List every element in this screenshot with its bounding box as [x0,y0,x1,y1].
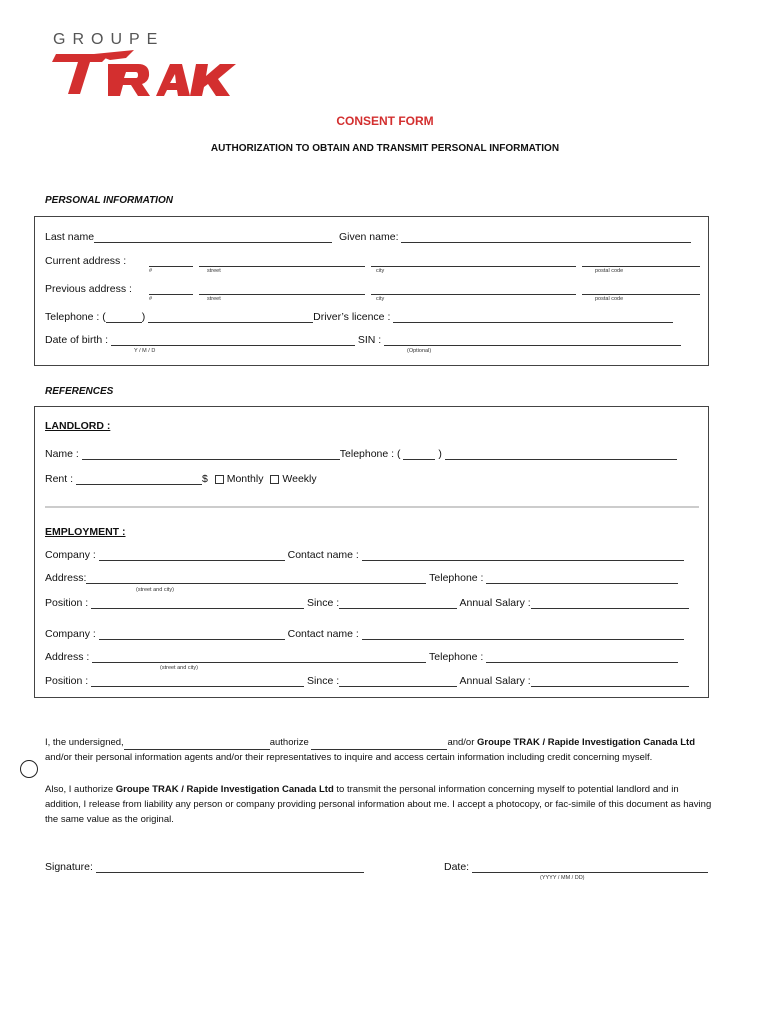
tel-close-paren: ) [141,311,146,323]
weekly-label: Weekly [282,473,317,485]
company-2-field[interactable] [99,628,285,640]
monthly-label: Monthly [226,473,264,485]
street-city-hint-2: (street and city) [160,665,198,671]
form-subtitle: AUTHORIZATION TO OBTAIN AND TRANSMIT PERSONAL INFORMATION [210,143,560,154]
consent-paragraph-1 [45,735,715,765]
hint-postal-prev: postal code [595,296,624,302]
telephone-field[interactable] [148,311,313,323]
given-name-label: Given name: [338,231,399,243]
last-name-label: Last name [45,231,95,243]
landlord-tel-area-field[interactable] [403,448,435,460]
last-name-field[interactable] [94,231,332,243]
contact-name-1-field[interactable] [362,549,684,561]
given-name-field[interactable] [401,231,691,243]
logo-mark [50,50,245,98]
rent-field[interactable] [76,473,202,485]
address-2-field[interactable] [92,651,426,663]
tel-open-paren: ( [102,311,106,323]
emp-telephone-2-label: Telephone : [429,651,484,663]
references-heading: REFERENCES [45,386,114,397]
contact-name-1-label: Contact name : [287,549,359,561]
current-address-label: Current address : [45,255,127,267]
position-2-field[interactable] [91,675,304,687]
date-label: Date: [444,861,470,873]
emp-telephone-1-label: Telephone : [429,572,484,584]
p1-part-c: and/or [447,737,475,748]
authorize-field[interactable] [311,738,447,750]
hint-postal: postal code [595,268,624,274]
personal-heading: PERSONAL INFORMATION [45,195,173,206]
position-2-label: Position : [45,675,89,687]
p2-company: Groupe TRAK / Rapide Investigation Canada Ltd [115,784,334,795]
date-hint: (YYYY / MM / DD) [540,875,585,881]
hint-street: street [207,268,221,274]
address-1-field[interactable] [86,572,426,584]
street-city-hint-1: (street and city) [136,587,174,593]
company-1-label: Company : [45,549,96,561]
monthly-checkbox[interactable] [215,475,224,484]
dob-label: Date of birth : [45,334,109,346]
landlord-tel-close: ) [438,448,442,460]
rent-label: Rent : [45,473,74,485]
salary-1-field[interactable] [531,597,689,609]
company-2-label: Company : [45,628,96,640]
previous-address-postal[interactable] [582,283,700,295]
p1-part-d: and/or their personal information agents and/or their representatives to inquire and access certain information including credit concerning myself. [45,752,653,763]
position-1-label: Position : [45,597,89,609]
since-1-label: Since : [307,597,340,609]
salary-2-label: Annual Salary : [459,675,531,687]
current-address-postal[interactable] [582,255,700,267]
landlord-telephone-label: Telephone : [339,448,395,460]
sin-field[interactable] [384,334,681,346]
p2-part-a: Also, I authorize [45,784,114,795]
drivers-licence-field[interactable] [393,311,673,323]
current-address-number[interactable] [149,255,193,267]
address-1-label: Address: [45,572,87,584]
tel-area-code-field[interactable] [106,311,142,323]
p2-part-b: to transmit the personal information concerning myself to potential landlord and in addition, I release from liability any person or company providing personal information about me. I accept a photocopy, or fac-simile of this document as having the same value as the original. [45,784,712,825]
previous-address-street[interactable] [199,283,365,295]
current-address-street[interactable] [199,255,365,267]
sin-hint: (Optional) [407,348,432,354]
hint-number-prev: # [149,296,153,302]
current-address-city[interactable] [371,255,576,267]
since-1-field[interactable] [339,597,457,609]
telephone-label: Telephone : [45,311,100,323]
hint-street-prev: street [207,296,221,302]
p1-part-b: authorize [269,737,309,748]
landlord-telephone-field[interactable] [445,448,677,460]
contact-name-2-field[interactable] [362,628,684,640]
consent-paragraph-2 [45,782,715,827]
drivers-licence-label: Driver’s licence : [313,311,391,323]
circle-marker[interactable] [20,760,38,778]
dob-field[interactable] [111,334,355,346]
section-divider [45,506,699,508]
contact-name-2-label: Contact name : [287,628,359,640]
company-1-field[interactable] [99,549,285,561]
rent-dollar: $ [201,473,208,485]
since-2-field[interactable] [339,675,457,687]
employment-heading: EMPLOYMENT : [45,526,126,538]
signature-label: Signature: [45,861,93,873]
position-1-field[interactable] [91,597,304,609]
form-title: CONSENT FORM [336,114,434,128]
landlord-name-label: Name : [45,448,79,460]
sin-label: SIN : [357,334,382,346]
salary-2-field[interactable] [531,675,689,687]
landlord-tel-open: ( [396,448,401,460]
salary-1-label: Annual Salary : [459,597,531,609]
landlord-name-field[interactable] [82,448,340,460]
emp-telephone-2-field[interactable] [486,651,678,663]
previous-address-number[interactable] [149,283,193,295]
previous-address-city[interactable] [371,283,576,295]
logo-top-text: GROUPE [53,31,165,48]
hint-number: # [149,268,153,274]
address-2-label: Address : [45,651,90,663]
p1-part-a: I, the undersigned, [45,737,124,748]
emp-telephone-1-field[interactable] [486,572,678,584]
date-field[interactable] [472,861,708,873]
hint-city: city [376,268,385,274]
p1-company: Groupe TRAK / Rapide Investigation Canada Ltd [477,737,696,748]
undersigned-name-field[interactable] [124,738,270,750]
previous-address-label: Previous address : [45,283,132,295]
landlord-heading: LANDLORD : [45,420,111,432]
since-2-label: Since : [307,675,340,687]
weekly-checkbox[interactable] [270,475,279,484]
dob-hint: Y / M / D [134,348,156,354]
hint-city-prev: city [376,296,385,302]
signature-field[interactable] [96,861,364,873]
